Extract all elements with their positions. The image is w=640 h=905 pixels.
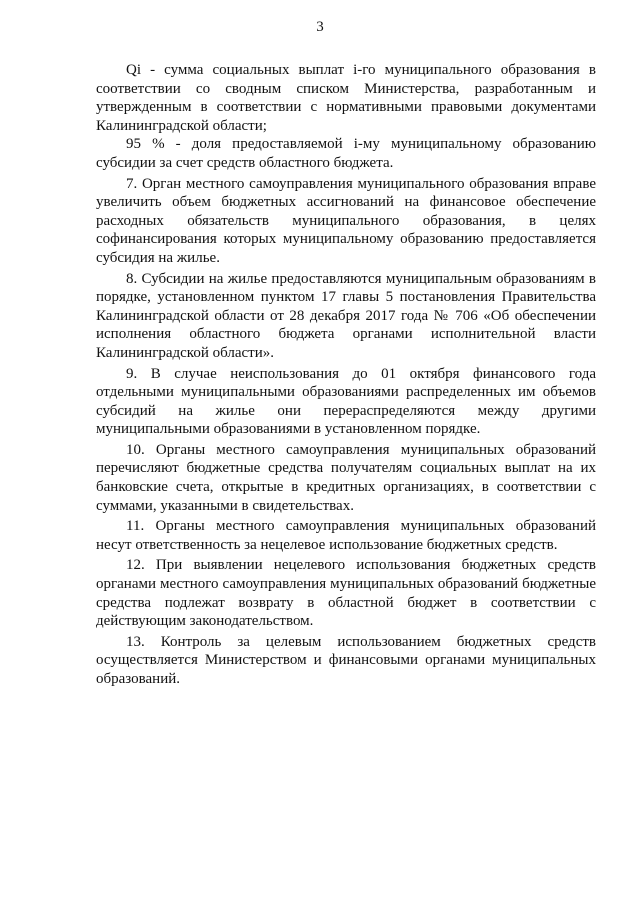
- paragraph-12: 12. При выявлении нецелевого использования бюджетных средств органами местного самоуправления муниципальных образований бюджетные средства подлежат возврату в областной бюджет в соответствии с действующим законодательством.: [96, 557, 596, 630]
- paragraph-8: 8. Субсидии на жилье предоставляются муниципальным образованиям в порядке, установленном пунктом 17 главы 5 постановления Правительства Калининградской области от 28 декабря 2017 года № 706 «Об обеспечении исполнения областного бюджета органами исполнительной власти Калининградской области».: [96, 270, 596, 361]
- paragraph-9: 9. В случае неиспользования до 01 октября финансового года отдельными муниципальными образованиями распределенных им объемов субсидий на жилье они перераспределяются между другими муниципальными образованиями в установленном порядке.: [96, 365, 596, 438]
- paragraph-qi-definition: Qi - сумма социальных выплат i-го муниципального образования в соответствии со сводным списком Министерства, разработанным и утвержденным в соответствии с нормативными правовыми документами Калининградской области;: [96, 62, 596, 134]
- page-number: 3: [316, 19, 324, 35]
- paragraph-7: 7. Орган местного самоуправления муниципального образования вправе увеличить объем бюджетных ассигнований на финансовое обеспечение расходных обязательств муниципального образования, в целях софинансирования которых муниципальному образованию предоставляется субсидия на жилье.: [96, 175, 596, 266]
- paragraph-95-percent: 95 % - доля предоставляемой i-му муниципальному образованию субсидии за счет средств областного бюджета.: [96, 136, 596, 171]
- paragraph-11: 11. Органы местного самоуправления муниципальных образований несут ответственность за нецелевое использование бюджетных средств.: [96, 518, 596, 553]
- document-body: [96, 61, 596, 689]
- paragraph-10: 10. Органы местного самоуправления муниципальных образований перечисляют бюджетные средства получателям социальных выплат на их банковские счета, открытые в кредитных организациях, в соответствии с суммами, указанными в свидетельствах.: [96, 441, 596, 514]
- paragraph-13: 13. Контроль за целевым использованием бюджетных средств осуществляется Министерством и финансовыми органами муниципальных образований.: [96, 633, 596, 687]
